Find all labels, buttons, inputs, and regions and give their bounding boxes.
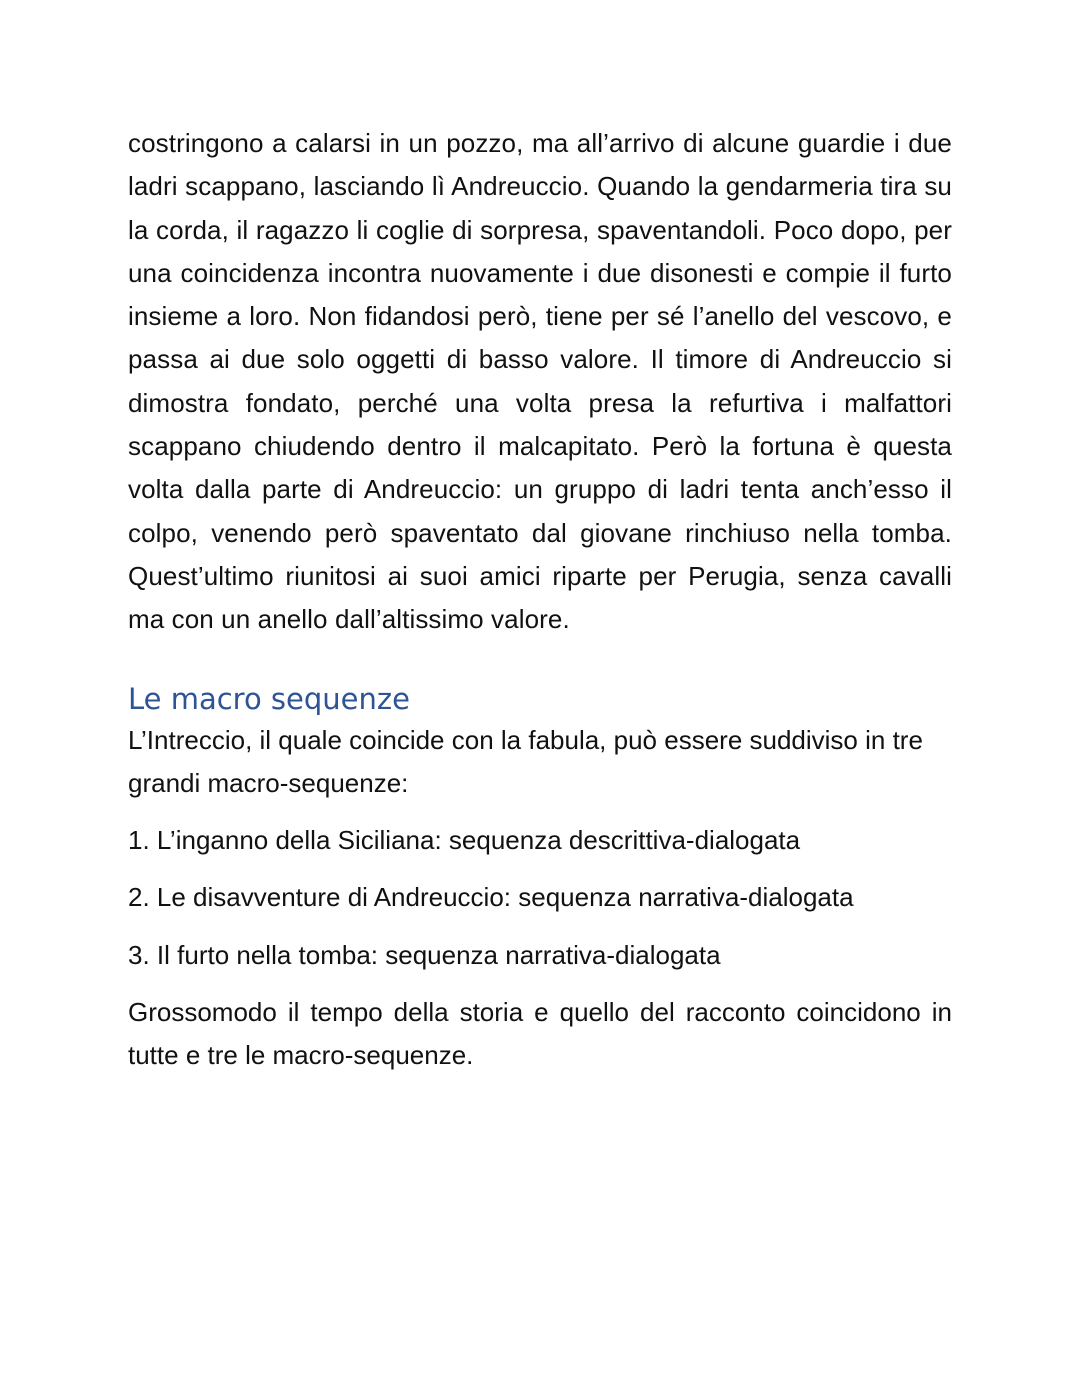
intro-paragraph: L’Intreccio, il quale coincide con la fabula, può essere suddiviso in tre grandi macro-sequenze:	[128, 724, 923, 798]
closing-paragraph: Grossomodo il tempo della storia e quello del racconto coincidono in tutte e tre le macro-sequenze.	[128, 997, 952, 1071]
sequence-list	[128, 819, 952, 977]
sequence-item-2: 2. Le disavventure di Andreuccio: sequenza narrativa-dialogata	[128, 882, 854, 913]
sequence-item-1: 1. L’inganno della Siciliana: sequenza descrittiva-dialogata	[128, 825, 801, 856]
section-heading: Le macro sequenze	[128, 681, 410, 716]
sequence-item-3: 3. Il furto nella tomba: sequenza narrativa-dialogata	[128, 939, 721, 970]
document-page	[128, 122, 952, 1078]
continuation-paragraph: costringono a calarsi in un pozzo, ma all’arrivo di alcune guardie i due ladri scappano, lasciando lì Andreuccio. Quando la gendarmeria tira su la corda, il ragazzo li coglie di sorpresa, spaventandoli. Poco dopo, per una coincidenza incontra nuovamente i due disonesti e compie il furto insieme a loro. Non fidandosi però, tiene per sé l’anello del vescovo, e passa ai due solo oggetti di basso valore. Il timore di Andreuccio si dimostra fondato, perché una volta presa la refurtiva i malfattori scappano chiudendo dentro il malcapitato. Però la fortuna è questa volta dalla parte di Andreuccio: un gruppo di ladri tenta anch’esso il colpo, venendo però spaventato dal giovane rinchiuso nella tomba. Quest’ultimo riunitosi ai suoi amici riparte per Perugia, senza cavalli ma con un anello dall’altissimo valore.	[128, 128, 952, 635]
